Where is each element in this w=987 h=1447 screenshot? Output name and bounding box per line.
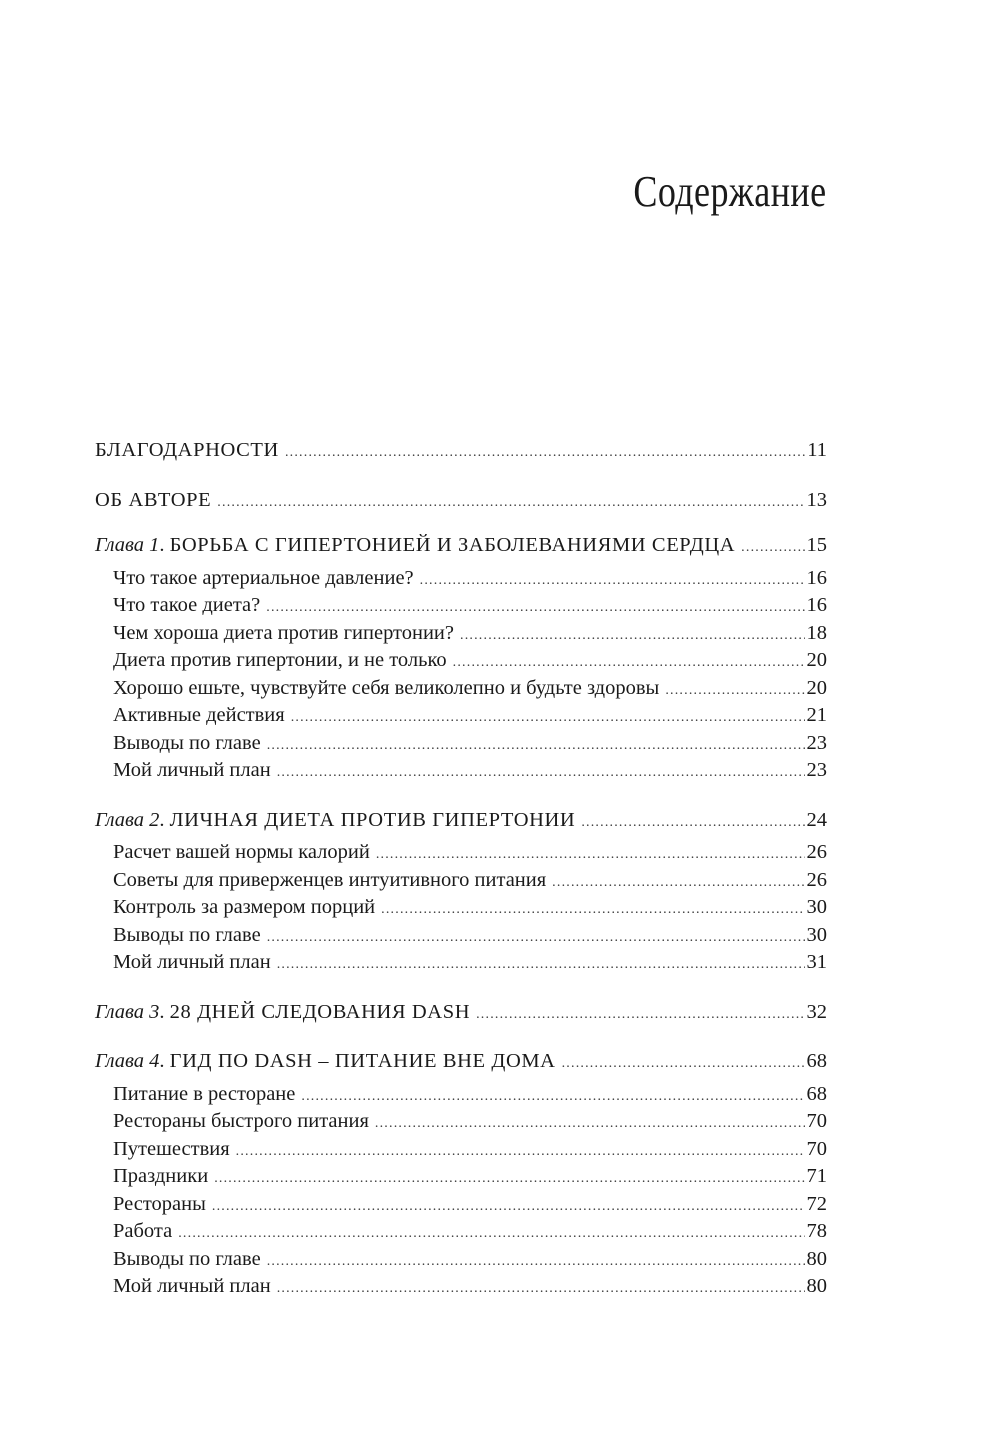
toc-entry-page: 30 xyxy=(806,923,827,946)
toc-entry-about-author[interactable] xyxy=(95,487,827,515)
dot-leader xyxy=(301,1083,804,1111)
dot-leader xyxy=(277,1275,805,1303)
dot-leader xyxy=(267,924,805,952)
toc-entry-label: ОБ АВТОРЕ xyxy=(95,488,212,511)
toc-subentry[interactable] xyxy=(95,730,827,758)
dot-leader xyxy=(214,1165,804,1193)
dot-leader xyxy=(453,649,805,677)
toc-subentry[interactable] xyxy=(95,839,827,867)
toc-entry-page: 11 xyxy=(807,439,827,461)
toc-entry-page: 18 xyxy=(806,621,827,644)
toc-entry-label: Мой личный план xyxy=(113,759,271,781)
toc-entry-acknowledgements[interactable] xyxy=(95,437,827,465)
toc-entry-label: Мой личный план xyxy=(113,1275,271,1297)
toc-entry-label: Выводы по главе xyxy=(113,923,261,946)
chapter-prefix: Глава 3 xyxy=(95,1000,160,1023)
toc-entry-label: Путешествия xyxy=(113,1137,230,1160)
toc-subentry[interactable] xyxy=(95,592,827,620)
toc-subentry[interactable] xyxy=(95,702,827,730)
toc-entry-page: 78 xyxy=(806,1220,827,1242)
toc-subentry[interactable] xyxy=(95,922,827,950)
toc-subentry[interactable] xyxy=(95,1163,827,1191)
chapter-title: 28 ДНЕЙ СЛЕДОВАНИЯ DASH xyxy=(169,1000,471,1023)
toc-chapter-2[interactable]: Глава 2. ЛИЧНАЯ ДИЕТА ПРОТИВ ГИПЕРТОНИИ ..... 24 xyxy=(95,807,827,835)
toc-entry-page: 13 xyxy=(806,488,827,511)
chapter-title: БОРЬБА С ГИПЕРТОНИЕЙ И ЗАБОЛЕВАНИЯМИ СЕРДЦА xyxy=(169,534,736,556)
page-title: Содержание xyxy=(633,167,827,216)
toc-subentry[interactable] xyxy=(95,757,827,785)
dot-leader xyxy=(460,622,805,650)
dot-leader xyxy=(665,677,804,705)
toc-entry-page: 71 xyxy=(806,1165,827,1187)
dot-leader xyxy=(267,1248,805,1276)
toc-subentry[interactable] xyxy=(95,675,827,703)
chapter-prefix: Глава 4 xyxy=(95,1050,160,1072)
toc-entry-page: 80 xyxy=(806,1275,827,1297)
toc-entry-label: Мой личный план xyxy=(113,951,271,973)
toc-entry-page: 20 xyxy=(806,676,827,699)
toc-entry-page: 23 xyxy=(806,759,827,781)
dot-leader xyxy=(291,704,805,732)
toc-entry-page: 30 xyxy=(806,896,827,918)
dot-leader xyxy=(285,439,805,467)
toc-entry-page: 70 xyxy=(806,1110,827,1132)
dot-leader xyxy=(420,567,805,595)
dot-leader xyxy=(277,759,805,787)
toc-entry-label: Советы для приверженцев интуитивного питания xyxy=(113,868,547,891)
table-of-contents xyxy=(95,437,827,1301)
toc-entry-page: 80 xyxy=(806,1247,827,1270)
toc-entry-label: Что такое артериальное давление? xyxy=(113,566,414,589)
toc-entry-label: Рестораны xyxy=(113,1192,206,1215)
toc-entry-page: 72 xyxy=(806,1192,827,1215)
toc-entry-label: БЛАГОДАРНОСТИ xyxy=(95,439,279,461)
toc-chapter-1[interactable]: Глава 1. БОРЬБА С ГИПЕРТОНИЕЙ И ЗАБОЛЕВАНИЯМИ СЕРДЦА ..... 15 xyxy=(95,532,827,560)
toc-entry-label: Диета против гипертонии, и не только xyxy=(113,649,447,671)
chapter-title: ГИД ПО DASH – ПИТАНИЕ ВНЕ ДОМА xyxy=(169,1050,556,1072)
toc-entry-page: 68 xyxy=(806,1082,827,1105)
toc-subentry[interactable] xyxy=(95,867,827,895)
dot-leader xyxy=(375,1110,805,1138)
chapter-prefix: Глава 1 xyxy=(95,534,160,556)
toc-chapter-3[interactable]: Глава 3. 28 ДНЕЙ СЛЕДОВАНИЯ DASH ..... 32 xyxy=(95,999,827,1027)
dot-leader xyxy=(381,896,804,924)
toc-subentry[interactable] xyxy=(95,1246,827,1274)
toc-entry-page: 26 xyxy=(806,868,827,891)
dot-leader xyxy=(552,869,804,897)
toc-entry-page: 68 xyxy=(806,1050,827,1072)
toc-chapter-4[interactable]: Глава 4. ГИД ПО DASH – ПИТАНИЕ ВНЕ ДОМА ..... 68 xyxy=(95,1048,827,1076)
toc-subentry[interactable] xyxy=(95,647,827,675)
dot-leader xyxy=(212,1193,805,1221)
toc-subentry[interactable] xyxy=(95,1191,827,1219)
toc-entry-page: 16 xyxy=(806,566,827,589)
toc-subentry[interactable] xyxy=(95,1273,827,1301)
toc-entry-page: 26 xyxy=(806,841,827,863)
toc-entry-page: 31 xyxy=(806,951,827,973)
chapter-title: ЛИЧНАЯ ДИЕТА ПРОТИВ ГИПЕРТОНИИ xyxy=(169,808,576,831)
toc-entry-label: Питание в ресторане xyxy=(113,1082,296,1105)
toc-entry-page: 15 xyxy=(806,534,827,556)
toc-entry-label: Работа xyxy=(113,1220,173,1242)
toc-entry-label: Чем хороша диета против гипертонии? xyxy=(113,621,454,644)
toc-subentry[interactable] xyxy=(95,894,827,922)
toc-entry-page: 20 xyxy=(806,649,827,671)
dot-leader xyxy=(476,1001,804,1029)
dot-leader xyxy=(236,1138,805,1166)
toc-subentry[interactable] xyxy=(95,949,827,977)
toc-entry-page: 24 xyxy=(806,808,827,831)
toc-entry-label: Праздники xyxy=(113,1165,209,1187)
toc-entry-label: Рестораны быстрого питания xyxy=(113,1110,369,1132)
toc-subentry[interactable] xyxy=(95,620,827,648)
toc-entry-label: Хорошо ешьте, чувствуйте себя великолепно и будьте здоровы xyxy=(113,676,660,699)
toc-entry-label: Активные действия xyxy=(113,704,285,726)
dot-leader xyxy=(562,1050,805,1078)
toc-entry-label: Выводы по главе xyxy=(113,731,261,754)
toc-subentry[interactable] xyxy=(95,1218,827,1246)
toc-entry-page: 16 xyxy=(806,594,827,616)
toc-entry-page: 70 xyxy=(806,1137,827,1160)
dot-leader xyxy=(581,809,804,837)
toc-entry-page: 21 xyxy=(806,704,827,726)
toc-entry-page: 32 xyxy=(806,1000,827,1023)
toc-subentry[interactable] xyxy=(95,1081,827,1109)
toc-subentry[interactable] xyxy=(95,1108,827,1136)
dot-leader xyxy=(266,594,804,622)
toc-subentry[interactable] xyxy=(95,1136,827,1164)
toc-subentry[interactable] xyxy=(95,565,827,593)
toc-entry-page: 23 xyxy=(806,731,827,754)
toc-entry-label: Расчет вашей нормы калорий xyxy=(113,841,370,863)
toc-entry-label: Что такое диета? xyxy=(113,594,261,616)
dot-leader xyxy=(376,841,805,869)
dot-leader xyxy=(178,1220,804,1248)
dot-leader xyxy=(217,489,804,517)
dot-leader xyxy=(267,732,805,760)
dot-leader xyxy=(277,951,805,979)
toc-entry-label: Контроль за размером порций xyxy=(113,896,376,918)
dot-leader xyxy=(741,534,804,562)
chapter-prefix: Глава 2 xyxy=(95,808,160,831)
toc-entry-label: Выводы по главе xyxy=(113,1247,261,1270)
